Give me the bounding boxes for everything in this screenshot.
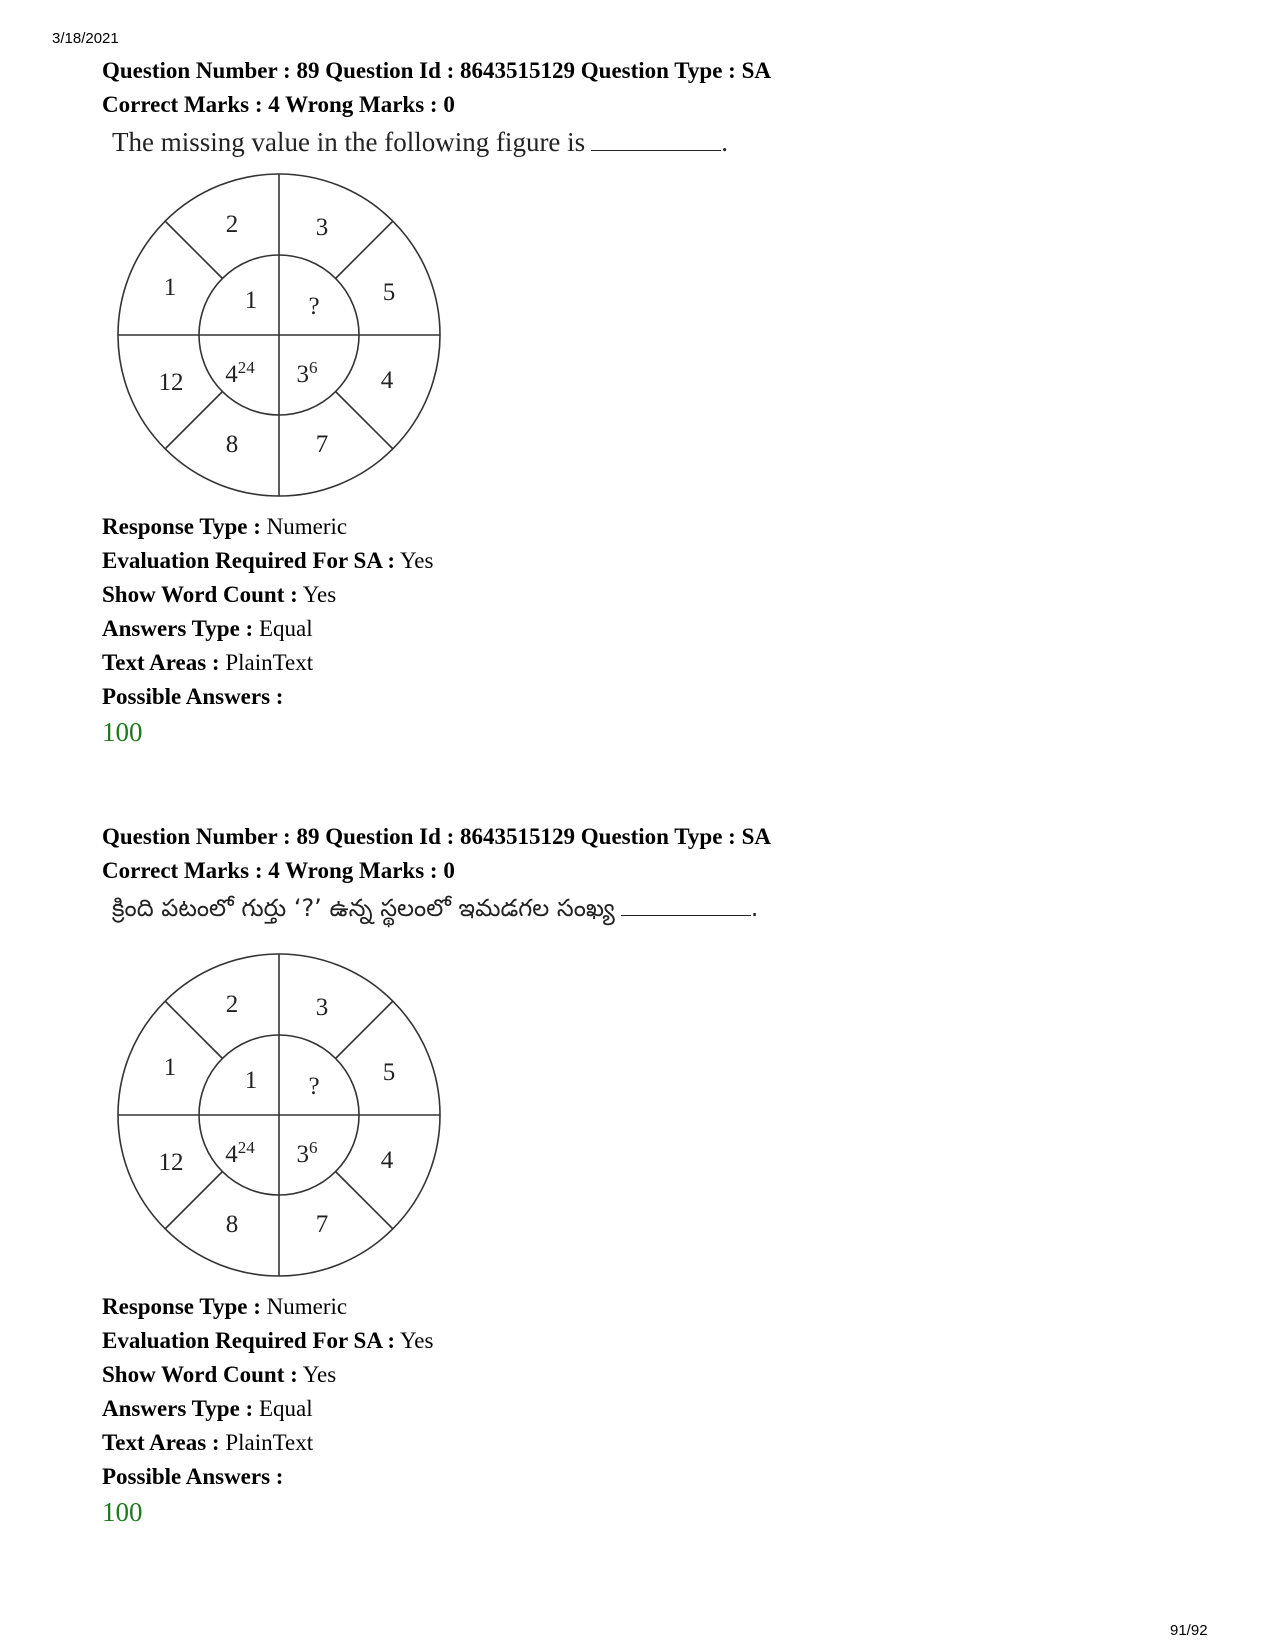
meta-key: Response Type : <box>102 1294 261 1319</box>
inner-power <box>297 1138 318 1168</box>
meta-row <box>102 1324 1202 1358</box>
meta-key: Answers Type : <box>102 616 254 641</box>
outer-value: 2 <box>225 991 239 1018</box>
question-text-end: . <box>721 127 728 157</box>
power-exponent: 24 <box>237 1138 255 1157</box>
power-base: 4 <box>225 361 238 388</box>
power-exponent: 24 <box>237 358 255 377</box>
meta-value: Yes <box>302 1362 337 1387</box>
outer-value: 4 <box>380 367 394 394</box>
meta-row <box>102 1358 1202 1392</box>
question-text-body: క్రింది పటంలో గుర్తు ‘?’ ఉన్న స్థలంలో ఇమడగల సంఖ్య <box>112 894 615 922</box>
possible-answer: 100 <box>102 1497 143 1527</box>
inner-power <box>225 1138 255 1168</box>
question-text <box>112 890 1202 926</box>
power-base: 3 <box>296 1141 309 1168</box>
question-block <box>102 54 1202 750</box>
outer-value: 4 <box>380 1147 394 1174</box>
inner-unknown: ? <box>308 1073 320 1100</box>
puzzle-figure <box>114 170 444 500</box>
possible-answer: 100 <box>102 717 143 747</box>
meta-value: Yes <box>400 548 434 573</box>
meta-value: Numeric <box>266 514 348 539</box>
question-marks: Correct Marks : 4 Wrong Marks : 0 <box>102 858 455 883</box>
meta-row <box>102 646 1202 680</box>
meta-row <box>102 544 1202 578</box>
outer-value: 12 <box>158 1149 184 1176</box>
outer-value: 5 <box>382 1059 396 1086</box>
meta-row <box>102 510 1202 544</box>
power-exponent: 6 <box>309 1138 318 1157</box>
inner-unknown: ? <box>308 293 320 320</box>
meta-row <box>102 1426 1202 1460</box>
meta-row <box>102 612 1202 646</box>
question-marks: Correct Marks : 4 Wrong Marks : 0 <box>102 92 455 117</box>
meta-row <box>102 1460 1202 1494</box>
meta-key: Show Word Count : <box>102 1362 298 1387</box>
outer-value: 8 <box>225 1211 239 1238</box>
question-text-body: The missing value in the following figure is <box>112 127 586 157</box>
inner-value: 1 <box>244 1067 258 1094</box>
meta-key: Show Word Count : <box>102 582 298 607</box>
meta-key: Text Areas : <box>102 650 220 675</box>
puzzle-figure <box>114 950 444 1280</box>
answer-blank <box>591 130 721 151</box>
meta-value: Equal <box>258 1396 313 1421</box>
outer-value: 3 <box>315 214 329 241</box>
outer-value: 7 <box>315 431 329 458</box>
outer-value: 3 <box>315 994 329 1021</box>
meta-value: Yes <box>400 1328 434 1353</box>
outer-value: 1 <box>163 274 177 301</box>
outer-value: 8 <box>225 431 239 458</box>
meta-row <box>102 1290 1202 1324</box>
meta-value: PlainText <box>225 650 314 675</box>
inner-power <box>225 358 255 388</box>
answer-blank <box>621 895 751 916</box>
meta-value: Numeric <box>266 1294 348 1319</box>
meta-value: PlainText <box>225 1430 314 1455</box>
inner-value: 1 <box>244 287 258 314</box>
question-text <box>112 124 1202 160</box>
meta-value: Equal <box>258 616 313 641</box>
power-base: 3 <box>296 361 309 388</box>
meta-key: Response Type : <box>102 514 261 539</box>
question-header: Question Number : 89 Question Id : 8643515129 Question Type : SA <box>102 58 771 83</box>
meta-row <box>102 680 1202 714</box>
power-exponent: 6 <box>309 358 318 377</box>
meta-key: Evaluation Required For SA : <box>102 548 396 573</box>
meta-key: Answers Type : <box>102 1396 254 1421</box>
meta-key: Evaluation Required For SA : <box>102 1328 396 1353</box>
question-block <box>102 820 1202 1530</box>
question-header: Question Number : 89 Question Id : 8643515129 Question Type : SA <box>102 824 771 849</box>
outer-value: 5 <box>382 279 396 306</box>
inner-power <box>297 358 318 388</box>
meta-key: Possible Answers : <box>102 1464 284 1489</box>
outer-value: 1 <box>163 1054 177 1081</box>
page-date: 3/18/2021 <box>52 30 119 47</box>
outer-value: 2 <box>225 211 239 238</box>
power-base: 4 <box>225 1141 238 1168</box>
question-text-end: . <box>750 894 759 922</box>
meta-value: Yes <box>302 582 337 607</box>
meta-key: Text Areas : <box>102 1430 220 1455</box>
meta-row <box>102 578 1202 612</box>
meta-row <box>102 1392 1202 1426</box>
page-number: 91/92 <box>1170 1622 1208 1639</box>
outer-value: 7 <box>315 1211 329 1238</box>
outer-value: 12 <box>158 369 184 396</box>
meta-key: Possible Answers : <box>102 684 284 709</box>
